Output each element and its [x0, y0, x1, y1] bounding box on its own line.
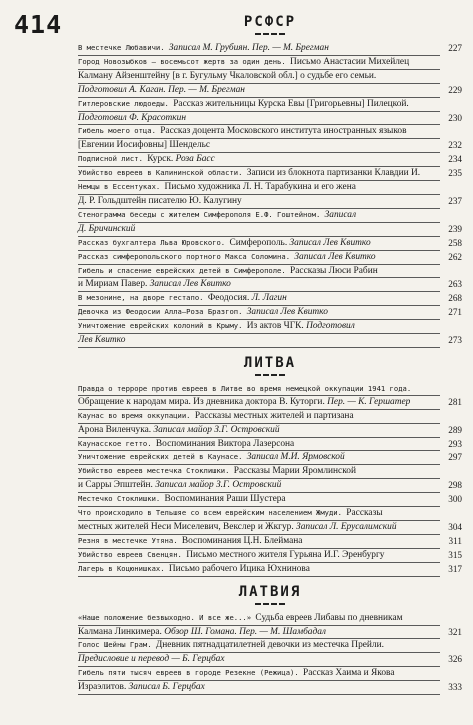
toc-entry	[78, 410, 462, 438]
entry-page-number: 271	[448, 307, 462, 318]
entry-title: Каунасское гетто.	[78, 438, 156, 448]
toc-entry	[78, 535, 462, 549]
entry-description: Письмо рабочего Ицика Юхнинова	[168, 563, 310, 574]
section-litva	[78, 355, 462, 577]
entry-page-number: 229	[448, 84, 462, 95]
entry-page-number: 239	[448, 223, 462, 234]
entry-description: местных жителей Неси Миселевич, Векслер и Жкгур.	[78, 522, 297, 532]
entry-credit: Лев Квитко	[78, 335, 126, 346]
entry-line	[78, 612, 440, 626]
toc-entry	[78, 292, 462, 306]
toc-entry	[78, 549, 462, 563]
entry-page-number: 315	[448, 549, 462, 560]
entry-title: Гибель моего отца.	[78, 126, 161, 136]
entry-title: Подписной лист.	[78, 154, 148, 164]
entry-page-number: 232	[448, 140, 462, 151]
entry-credit: Записал Лев Квитко	[289, 237, 371, 248]
entry-line	[78, 424, 440, 438]
entry-line	[78, 320, 440, 334]
entry-credit: Записал майор З.Г. Островский	[153, 424, 280, 435]
entry-title: Город Новозыбков — восемьсот жертв за один день.	[78, 56, 291, 66]
entry-description: Рассказы Марии Яромлинской	[233, 466, 356, 477]
entry-title: Гибель пяти тысяч евреев в городе Резекне (Режица).	[78, 668, 304, 678]
entry-page-number: 263	[448, 279, 462, 290]
entry-description: [Евгении Иосифовны] Шендельс	[78, 140, 211, 151]
entry-line	[78, 181, 440, 195]
entry-credit: Подготовил Ф. Красоткин	[78, 112, 187, 123]
entry-title: Немцы в Ессентуках.	[78, 182, 165, 192]
entry-line	[78, 70, 440, 84]
entry-line	[78, 667, 440, 681]
entry-line	[78, 639, 440, 653]
entry-line	[78, 383, 440, 396]
entry-page-number: 237	[448, 195, 462, 206]
toc-entry	[78, 383, 462, 410]
entry-title: Лагерь в Коцюнишках.	[78, 563, 169, 573]
entry-description: Из актов ЧГК.	[246, 321, 307, 332]
entry-title: Уничтожение еврейских детей в Каунасе.	[78, 452, 247, 462]
entry-title: Убийство евреев Свенцян.	[78, 549, 187, 559]
entry-page-number: 317	[448, 563, 462, 574]
entry-page-number: 293	[448, 438, 462, 449]
entry-title: В мезонине, на дворе гестапо.	[78, 293, 208, 303]
entry-page-number: 321	[448, 626, 462, 637]
entry-line	[78, 292, 440, 306]
entry-line	[78, 139, 440, 153]
section-rsfsr	[78, 14, 462, 348]
entry-credit: Предисловие и перевод — Б. Герцбах	[78, 654, 225, 665]
entry-line	[78, 626, 440, 640]
entry-line	[78, 479, 440, 493]
entry-line	[78, 535, 440, 549]
entry-page-number: 300	[448, 494, 462, 505]
entry-credit: Подготовил	[306, 321, 355, 332]
toc-entry	[78, 153, 462, 167]
toc-entry	[78, 237, 462, 251]
entry-title: Девочка из Феодосии Алла—Роза Бразгоп.	[78, 307, 247, 317]
entry-title: Каунас во время оккупации.	[78, 410, 195, 420]
entry-line	[78, 125, 440, 139]
entry-title: Голос Шейны Грам.	[78, 640, 156, 650]
toc-entry	[78, 181, 462, 209]
entry-credit: Записал М.И. Ярмовской	[246, 452, 345, 463]
entry-description: Курск.	[147, 154, 176, 165]
entry-page-number: 230	[448, 112, 462, 123]
entry-description: Обращение к народам мира. Из дневника доктора В. Кутоpги.	[78, 396, 328, 407]
entry-title: Уничтожение еврейских колоний в Крыму.	[78, 321, 247, 331]
section-title: ЛАТВИЯ	[238, 583, 302, 600]
entry-description: Симферополь.	[229, 237, 290, 248]
entry-title: Резня в местечке Утяна.	[78, 535, 182, 545]
toc-entry	[78, 125, 462, 153]
section-ornament	[78, 601, 462, 607]
entry-page-number: 304	[448, 522, 462, 532]
entry-page-number: 235	[448, 168, 462, 179]
section-ornament	[78, 31, 462, 37]
entry-line	[78, 84, 440, 98]
entry-page-number: 273	[448, 335, 462, 346]
entry-title: Стенограмма беседы с жителем Симферополя Е.Ф. Гоштейном.	[78, 209, 325, 219]
entry-line	[78, 507, 440, 521]
toc-entry	[78, 167, 462, 181]
entry-title: «Наше положение безвыходно. И все же...»	[78, 612, 256, 622]
entry-line	[78, 521, 440, 535]
section-ornament	[78, 372, 462, 378]
entry-credit: Записал Лев Квитко	[149, 279, 231, 290]
entry-page-number: 298	[448, 480, 462, 491]
entry-description: Феодосия.	[207, 293, 252, 304]
entry-credit: Л. Лагин	[251, 293, 287, 304]
entry-description: Израэлитов.	[78, 682, 129, 693]
toc-entry	[78, 56, 462, 98]
entry-page-number: 297	[448, 452, 462, 463]
entry-title: Гитлеровские людоеды.	[78, 98, 174, 108]
toc-entry	[78, 612, 462, 640]
entry-title: Что происходило в Тельшяе со всем еврейским населением Жмуди.	[78, 508, 347, 518]
entry-description: Арона Виленчука.	[78, 424, 154, 435]
entry-description: Д. Р. Гольдштейн писателю Ю. Калугину	[78, 195, 242, 206]
entry-credit: Подготовил А. Каган. Пер. — М. Брегман	[78, 84, 245, 95]
entry-line	[78, 410, 440, 424]
entry-line	[78, 451, 440, 465]
entry-credit: Записал Лев Квитко	[294, 251, 376, 262]
entry-description: Воспоминания Ц.Н. Блеймана	[181, 535, 303, 546]
entry-description: Рассказ жительницы Курска Евы [Григорьевны] Пилецкой.	[173, 98, 409, 109]
toc-entry	[78, 320, 462, 348]
entry-credit: Д. Бричинский	[78, 223, 136, 234]
toc-entry	[78, 465, 462, 493]
toc-entry	[78, 251, 462, 265]
entry-credit: Обзор Ш. Гомана. Пер. — М. Шамбадал	[164, 626, 327, 637]
entry-line	[78, 493, 440, 507]
entry-description: Воспоминания Виктора Лазерсона	[155, 438, 295, 449]
entry-description: Письмо художника Л. Н. Тарабукина и его жена	[164, 182, 356, 193]
entry-description: Калмана Линкимера.	[78, 626, 165, 637]
entry-line	[78, 237, 440, 251]
entry-line	[78, 153, 440, 167]
toc-entry	[78, 42, 462, 56]
entry-line	[78, 278, 440, 292]
entry-credit: Роза Басс	[175, 154, 215, 165]
entry-credit: Записал Б. Герцбах	[128, 682, 205, 693]
entry-line	[78, 265, 440, 279]
entry-credit: Записал	[324, 209, 357, 220]
entry-line	[78, 223, 440, 237]
entry-description: Рассказ Хаима и Якова	[303, 668, 395, 679]
entry-description: Калману Айзенштейну [в г. Бугульму Чкаловской обл.] о судьбе его семьи.	[78, 70, 377, 81]
entry-title: Рассказ бухгалтера Льва Юровского.	[78, 237, 230, 247]
page-number: 414	[14, 10, 63, 39]
entry-description: и Мириам Павер.	[78, 279, 150, 290]
entry-page-number: 268	[448, 293, 462, 304]
entry-page-number: 262	[448, 251, 462, 262]
toc-entry	[78, 667, 462, 695]
entry-page-number: 289	[448, 424, 462, 435]
toc-entry	[78, 209, 462, 237]
entry-line	[78, 42, 440, 56]
entry-line	[78, 563, 440, 577]
entry-description: Дневник пятнадцатилетней девочки из местечка Прейли.	[155, 640, 384, 651]
entry-credit: Записал майор З.Г. Островский	[155, 480, 282, 491]
entry-description: и Сарры Эпштейн.	[78, 480, 156, 491]
entry-line	[78, 167, 440, 181]
toc-entry	[78, 265, 462, 293]
entry-line	[78, 209, 440, 223]
entry-line	[78, 438, 440, 452]
entry-title: Правда о терроре против евреев в Литве во время немецкой оккупации 1941 года.	[78, 383, 412, 393]
entry-description: Письмо Анастасии Михейлец	[290, 56, 410, 67]
entry-title: В местечке Любавичи.	[78, 43, 169, 52]
section-latvia	[78, 584, 462, 695]
entry-page-number: 333	[448, 682, 462, 693]
section-title: РСФСР	[243, 14, 297, 30]
entry-line	[78, 98, 440, 112]
entry-credit: Записал Л. Ерусалимский	[296, 522, 397, 532]
entry-line	[78, 549, 440, 563]
toc-entry	[78, 507, 462, 535]
entry-line	[78, 112, 440, 126]
entry-page-number: 234	[448, 154, 462, 165]
entry-description: Записи из блокнота партизанки Клавдии И.	[246, 168, 421, 179]
entry-line	[78, 465, 440, 479]
entry-description: Письмо местного жителя Гурьяна И.Г. Эренбургу	[186, 549, 385, 560]
entry-line	[78, 653, 440, 667]
entry-page-number: 311	[448, 535, 462, 546]
entry-title: Местечко Стоклишки.	[78, 494, 165, 504]
table-of-contents	[78, 14, 462, 695]
entry-description: Рассказ доцента Московского института иностранных языков	[160, 126, 407, 137]
entry-line	[78, 251, 440, 265]
entry-page-number: 281	[448, 396, 462, 407]
entry-credit: Записал Лев Квитко	[246, 307, 328, 318]
entry-description: Рассказы Люси Рабин	[290, 265, 378, 276]
entry-page-number: 258	[448, 237, 462, 248]
entry-title: Рассказ симферопольского портного Макса Соломина.	[78, 251, 295, 261]
toc-entry	[78, 451, 462, 465]
entry-credit: Пер. — К. Гершатер	[327, 396, 411, 407]
entry-description: Судьба евреев Либавы по дневникам	[255, 612, 403, 623]
entry-title: Убийство евреев в Калининской области.	[78, 168, 247, 178]
entry-description: Рассказы	[346, 508, 383, 519]
toc-entry	[78, 98, 462, 126]
entry-line	[78, 56, 440, 70]
toc-entry	[78, 639, 462, 667]
entry-description: Рассказы местных жителей и партизана	[194, 410, 354, 421]
toc-entry	[78, 306, 462, 320]
entry-page-number: 326	[448, 654, 462, 665]
toc-entry	[78, 493, 462, 507]
entry-description: Воспоминания Раши Шустера	[164, 494, 286, 505]
entry-line	[78, 195, 440, 209]
entry-line	[78, 681, 440, 695]
entry-title: Убийство евреев местечка Стоклишки.	[78, 466, 234, 476]
toc-entry	[78, 563, 462, 577]
entry-line	[78, 306, 440, 320]
entry-line	[78, 396, 440, 410]
entry-page-number: 227	[448, 43, 462, 53]
toc-entry	[78, 438, 462, 452]
entry-credit: Записал М. Грубиян. Пер. — М. Брегман	[168, 43, 329, 53]
entry-line	[78, 334, 440, 348]
section-title: ЛИТВА	[243, 354, 297, 371]
entry-title: Гибель и спасение еврейских детей в Симферополе.	[78, 265, 291, 275]
